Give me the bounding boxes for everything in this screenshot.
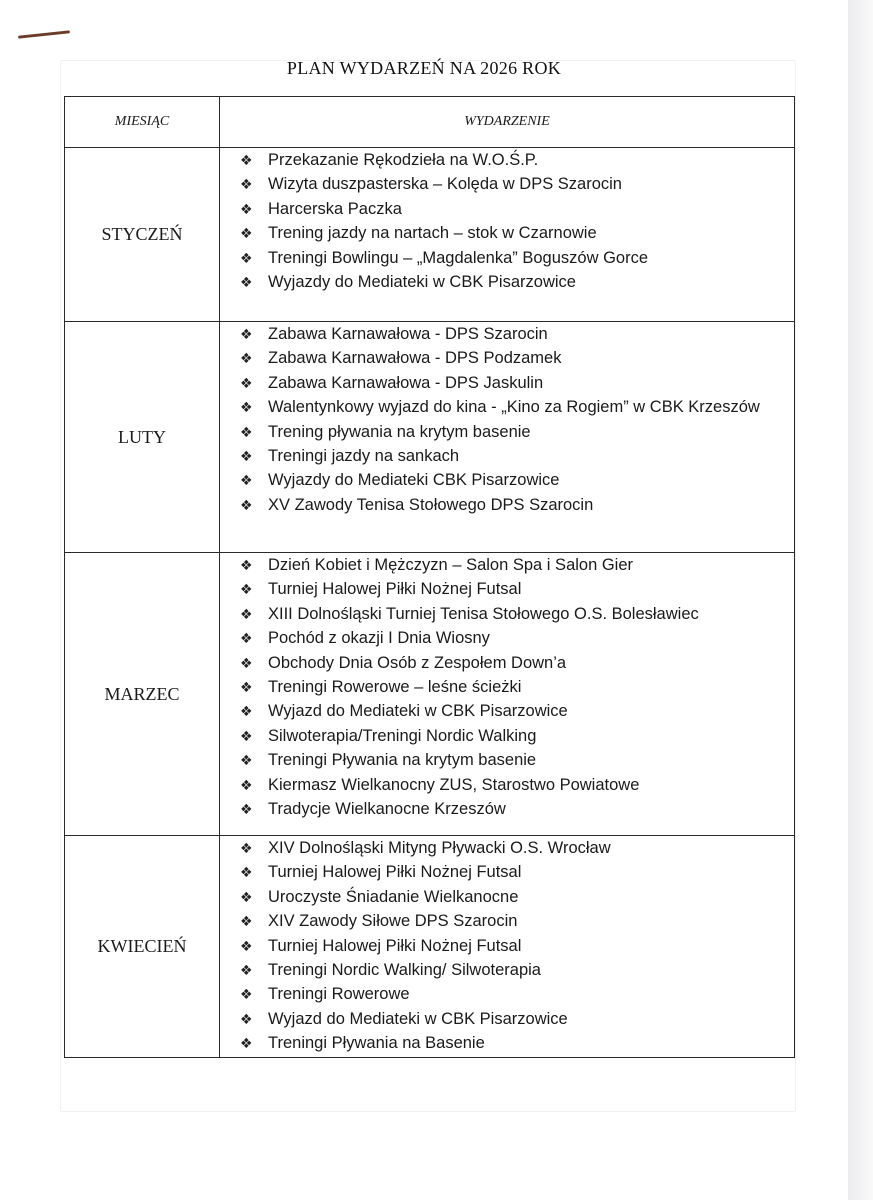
diamond-bullet-icon: ❖ (240, 581, 253, 598)
event-text: Przekazanie Rękodzieła na W.O.Ś.P. (268, 151, 539, 169)
diamond-bullet-icon: ❖ (240, 557, 253, 573)
event-text: Kiermasz Wielkanocny ZUS, Starostwo Powiatowe (268, 775, 640, 794)
diamond-bullet-icon: ❖ (240, 374, 253, 391)
event-item (240, 982, 776, 1006)
diamond-bullet-icon: ❖ (240, 448, 253, 465)
event-item (240, 651, 776, 675)
month-row (65, 322, 795, 553)
event-text: Wyjazdy do Mediateki w CBK Pisarzowice (268, 273, 576, 292)
event-text: XIV Zawody Siłowe DPS Szarocin (268, 912, 518, 931)
event-list (220, 553, 794, 821)
diamond-bullet-icon: ❖ (240, 326, 253, 342)
event-item (240, 773, 776, 797)
diamond-bullet-icon: ❖ (240, 1010, 253, 1027)
month-cell: KWIECIEŃ (65, 836, 220, 1058)
event-item (240, 836, 776, 860)
event-item (240, 221, 776, 245)
event-text: Treningi Pływania na Basenie (268, 1034, 485, 1053)
diamond-bullet-icon: ❖ (240, 249, 253, 266)
event-text: Treningi jazdy na sankach (268, 447, 460, 466)
event-text: Trening jazdy na nartach – stok w Czarnowie (268, 224, 597, 243)
diamond-bullet-icon: ❖ (240, 937, 253, 954)
diamond-bullet-icon: ❖ (240, 423, 253, 440)
event-list (220, 148, 794, 294)
diamond-bullet-icon: ❖ (240, 200, 253, 217)
event-item (240, 172, 776, 196)
event-item (240, 909, 776, 933)
event-text: Pochód z okazji I Dnia Wiosny (268, 629, 490, 648)
page-title: PLAN WYDARZEŃ NA 2026 ROK (286, 58, 562, 78)
event-item (240, 270, 776, 294)
event-text: Zabawa Karnawałowa - DPS Szarocin (268, 325, 548, 343)
diamond-bullet-icon: ❖ (240, 152, 253, 168)
event-item (240, 420, 776, 444)
event-item (240, 1031, 776, 1055)
event-text: Dzień Kobiet i Mężczyzn – Salon Spa i Salon Gier (268, 556, 634, 574)
event-item (240, 468, 776, 492)
diamond-bullet-icon: ❖ (240, 472, 253, 489)
event-text: Wyjazd do Mediateki w CBK Pisarzowice (268, 702, 568, 721)
event-text: Turniej Halowej Piłki Nożnej Futsal (268, 936, 522, 955)
diamond-bullet-icon: ❖ (240, 496, 253, 513)
event-item (240, 626, 776, 650)
event-text: Wizyta duszpasterska – Kolęda w DPS Szarocin (268, 175, 622, 194)
event-item (240, 322, 776, 346)
diamond-bullet-icon: ❖ (240, 274, 253, 291)
event-item (240, 493, 776, 517)
event-item (240, 797, 776, 821)
event-item (240, 724, 776, 748)
header-event: WYDARZENIE (220, 97, 795, 148)
header-month: MIESIĄC (65, 97, 220, 148)
diamond-bullet-icon: ❖ (240, 350, 253, 367)
event-text: Zabawa Karnawałowa - DPS Podzamek (268, 349, 562, 368)
event-item (240, 346, 776, 370)
diamond-bullet-icon: ❖ (240, 225, 253, 242)
event-text: Tradycje Wielkanocne Krzeszów (268, 800, 506, 819)
diamond-bullet-icon: ❖ (240, 913, 253, 930)
event-item (240, 675, 776, 699)
month-cell: MARZEC (65, 553, 220, 836)
event-text: Wyjazdy do Mediateki CBK Pisarzowice (268, 471, 560, 490)
diamond-bullet-icon: ❖ (240, 776, 253, 793)
event-item (240, 395, 776, 419)
event-text: Walentynkowy wyjazd do kina - „Kino za Rogiem” w CBK Krzeszów (268, 398, 760, 417)
event-list (220, 322, 794, 517)
diamond-bullet-icon: ❖ (240, 176, 253, 193)
event-text: Zabawa Karnawałowa - DPS Jaskulin (268, 373, 544, 392)
event-item (240, 860, 776, 884)
event-item (240, 553, 776, 577)
month-row (65, 836, 795, 1058)
diamond-bullet-icon: ❖ (240, 1035, 253, 1052)
diamond-bullet-icon: ❖ (240, 399, 253, 416)
event-item (240, 699, 776, 723)
diamond-bullet-icon: ❖ (240, 679, 253, 696)
page-edge (848, 0, 873, 1200)
event-item (240, 444, 776, 468)
month-row (65, 148, 795, 322)
event-text: XIII Dolnośląski Turniej Tenisa Stołowego O.S. Bolesławiec (268, 604, 699, 623)
event-item (240, 748, 776, 772)
event-list (220, 836, 794, 1056)
diamond-bullet-icon: ❖ (240, 864, 253, 881)
event-item (240, 197, 776, 221)
events-cell (220, 553, 795, 836)
diamond-bullet-icon: ❖ (240, 630, 253, 647)
event-item (240, 577, 776, 601)
event-text: Obchody Dnia Osób z Zespołem Down’a (268, 653, 567, 672)
event-item (240, 1007, 776, 1031)
diamond-bullet-icon: ❖ (240, 703, 253, 720)
diamond-bullet-icon: ❖ (240, 888, 253, 905)
event-item (240, 602, 776, 626)
events-cell (220, 322, 795, 553)
month-cell: LUTY (65, 322, 220, 553)
events-cell (220, 148, 795, 322)
diamond-bullet-icon: ❖ (240, 654, 253, 671)
event-text: Treningi Nordic Walking/ Silwoterapia (268, 961, 541, 980)
diamond-bullet-icon: ❖ (240, 752, 253, 769)
event-text: Treningi Pływania na krytym basenie (268, 751, 537, 770)
diamond-bullet-icon: ❖ (240, 962, 253, 979)
diamond-bullet-icon: ❖ (240, 605, 253, 622)
event-text: Wyjazd do Mediateki w CBK Pisarzowice (268, 1009, 568, 1028)
event-item (240, 934, 776, 958)
event-item (240, 958, 776, 982)
event-item (240, 148, 776, 172)
diamond-bullet-icon: ❖ (240, 986, 253, 1003)
event-text: Turniej Halowej Piłki Nożnej Futsal (268, 580, 522, 599)
event-item (240, 371, 776, 395)
table-header-row (65, 97, 795, 148)
event-text: Harcerska Paczka (268, 199, 402, 218)
events-table (64, 96, 795, 1058)
pen-mark (18, 30, 70, 38)
diamond-bullet-icon: ❖ (240, 727, 253, 744)
event-item (240, 246, 776, 270)
diamond-bullet-icon: ❖ (240, 801, 253, 818)
event-item (240, 885, 776, 909)
event-text: Uroczyste Śniadanie Wielkanocne (268, 887, 519, 906)
event-text: Silwoterapia/Treningi Nordic Walking (268, 726, 537, 745)
event-text: XIV Dolnośląski Mityng Pływacki O.S. Wrocław (268, 839, 611, 857)
event-text: Turniej Halowej Piłki Nożnej Futsal (268, 863, 522, 882)
event-text: XV Zawody Tenisa Stołowego DPS Szarocin (268, 495, 594, 514)
month-cell: STYCZEŃ (65, 148, 220, 322)
events-cell (220, 836, 795, 1058)
event-text: Trening pływania na krytym basenie (268, 422, 531, 441)
month-row (65, 553, 795, 836)
event-text: Treningi Bowlingu – „Magdalenka” Boguszów Gorce (268, 248, 648, 267)
diamond-bullet-icon: ❖ (240, 840, 253, 856)
event-text: Treningi Rowerowe – leśne ścieżki (268, 678, 522, 697)
event-text: Treningi Rowerowe (268, 985, 410, 1004)
